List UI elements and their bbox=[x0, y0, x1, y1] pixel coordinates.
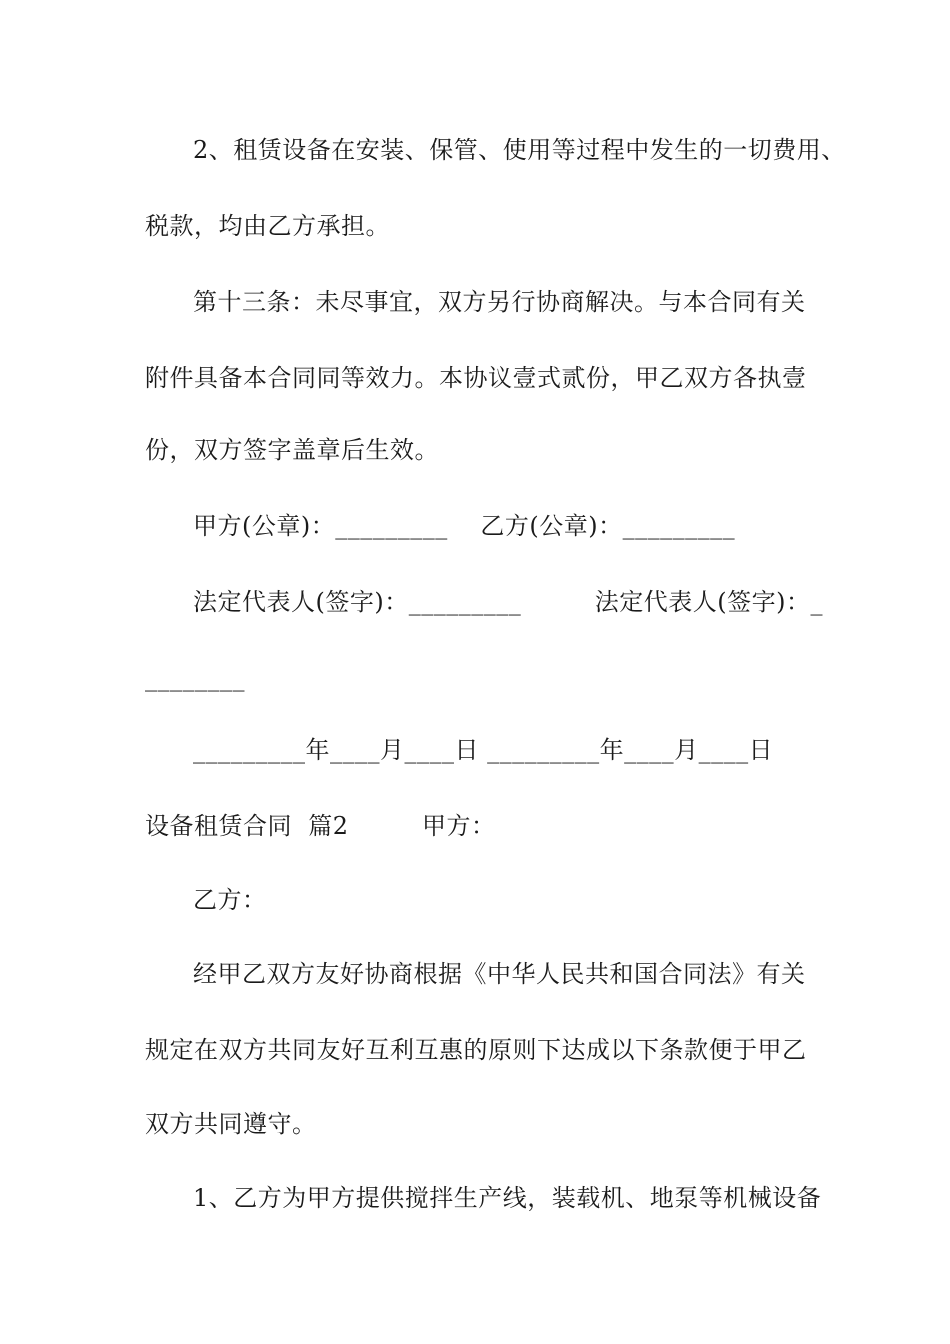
signature-line-representative: 法定代表人(签字)：_________ 法定代表人(签字)：_ bbox=[193, 588, 823, 616]
paragraph-line: 规定在双方共同友好互利互惠的原则下达成以下条款便于甲乙 bbox=[145, 1036, 807, 1064]
paragraph-line: 经甲乙双方友好协商根据《中华人民共和国合同法》有关 bbox=[193, 960, 806, 988]
party-b-label: 乙方： bbox=[193, 886, 267, 914]
paragraph-line: 第十三条：未尽事宜，双方另行协商解决。与本合同有关 bbox=[193, 288, 806, 316]
paragraph-line: 1、乙方为甲方提供搅拌生产线，装载机、地泵等机械设备 bbox=[193, 1184, 822, 1212]
paragraph-line: 双方共同遵守。 bbox=[145, 1110, 317, 1138]
paragraph-line: 附件具备本合同同等效力。本协议壹式贰份，甲乙双方各执壹 bbox=[145, 364, 807, 392]
signature-line-seal: 甲方(公章)：_________ 乙方(公章)：_________ bbox=[193, 512, 736, 540]
paragraph-line: 2、租赁设备在安装、保管、使用等过程中发生的一切费用、 bbox=[193, 136, 846, 164]
signature-line-continuation: ________ bbox=[145, 664, 245, 692]
paragraph-line: 份，双方签字盖章后生效。 bbox=[145, 436, 439, 464]
section-heading: 设备租赁合同 篇2 甲方： bbox=[145, 812, 496, 840]
paragraph-line: 税款，均由乙方承担。 bbox=[145, 212, 390, 240]
date-line: _________年____月____日 _________年____月____日 bbox=[193, 736, 774, 764]
